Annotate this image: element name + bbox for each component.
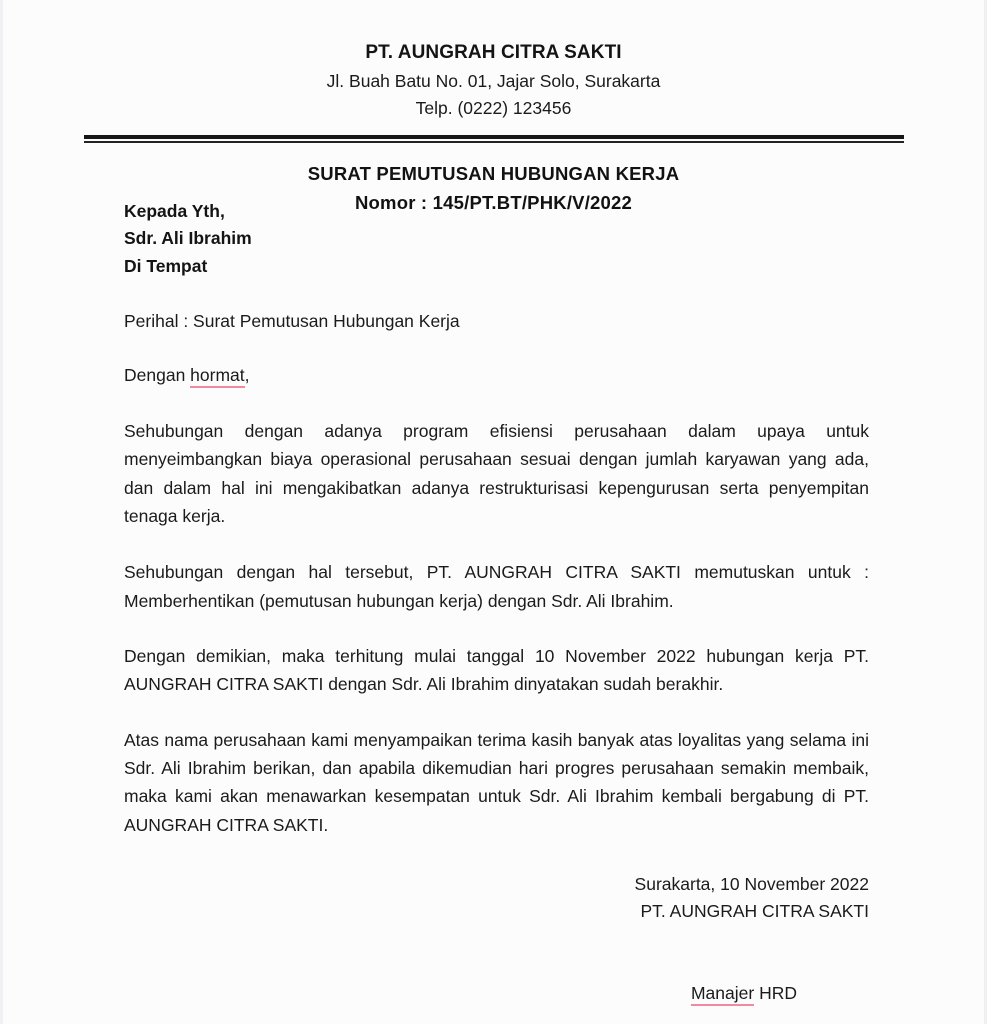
letterhead — [3, 0, 984, 121]
recipient-line-2: Sdr. Ali Ibrahim — [124, 228, 252, 249]
header-divider — [84, 135, 904, 143]
subject-line: Perihal : Surat Pemutusan Hubungan Kerja — [124, 311, 460, 332]
recipient-line-1: Kepada Yth, — [124, 201, 225, 221]
body-paragraph-4: Atas nama perusahaan kami menyampaikan terima kasih banyak atas loyalitas yang selama ini Sdr. Ali Ibrahim berikan, dan apabila dikemudian hari progres perusahaan semakin membaik, maka kami akan menawarkan kesempatan untuk Sdr. Ali Ibrahim kembali bergabung di PT. AUNGRAH CITRA SAKTI. — [124, 729, 869, 835]
document-body — [124, 198, 869, 1004]
company-name: PT. AUNGRAH CITRA SAKTI — [365, 42, 622, 63]
signatory-role — [124, 983, 869, 1004]
salutation-line — [124, 362, 869, 388]
body-paragraph-2: Sehubungan dengan hal tersebut, PT. AUNGRAH CITRA SAKTI memutuskan untuk : Memberhentikan (pemutusan hubungan kerja) dengan Sdr. Ali Ibrahim. — [124, 562, 869, 611]
document-number: Nomor : 145/PT.BT/PHK/V/2022 — [354, 191, 633, 213]
recipient-block — [124, 198, 869, 280]
salutation-suffix: , — [244, 364, 250, 385]
signatory-role-rest: HRD — [754, 983, 797, 1004]
signature-place-date: Surakarta, 10 November 2022 — [634, 874, 869, 895]
signature-company: PT. AUNGRAH CITRA SAKTI — [640, 901, 869, 922]
company-phone: Telp. (0222) 123456 — [415, 98, 572, 119]
body-paragraph-1: Sehubungan dengan adanya program efisiensi perusahaan dalam upaya untuk menyeimbangkan biaya operasional perusahaan sesuai dengan jumlah karyawan yang ada, dan dalam hal ini mengakibatkan adanya restrukturisasi kepengurusan serta penyempitan tenaga kerja. — [124, 420, 869, 526]
company-address: Jl. Buah Batu No. 01, Jajar Solo, Surakarta — [326, 71, 661, 92]
divider-thin-line — [84, 141, 904, 143]
salutation-prefix: Dengan — [124, 364, 191, 385]
body-paragraph-3: Dengan demikian, maka terhitung mulai tanggal 10 November 2022 hubungan kerja PT. AUNGRAH CITRA SAKTI dengan Sdr. Ali Ibrahim dinyatakan sudah berakhir. — [124, 645, 869, 695]
document-sheet — [3, 0, 984, 1024]
document-title: SURAT PEMUTUSAN HUBUNGAN KERJA — [307, 162, 680, 184]
recipient-line-3: Di Tempat — [124, 255, 208, 276]
signature-block — [124, 871, 869, 925]
spellcheck-underlined-word-manajer: Manajer — [691, 983, 754, 1006]
spellcheck-underlined-word-hormat: hormat — [190, 365, 244, 388]
